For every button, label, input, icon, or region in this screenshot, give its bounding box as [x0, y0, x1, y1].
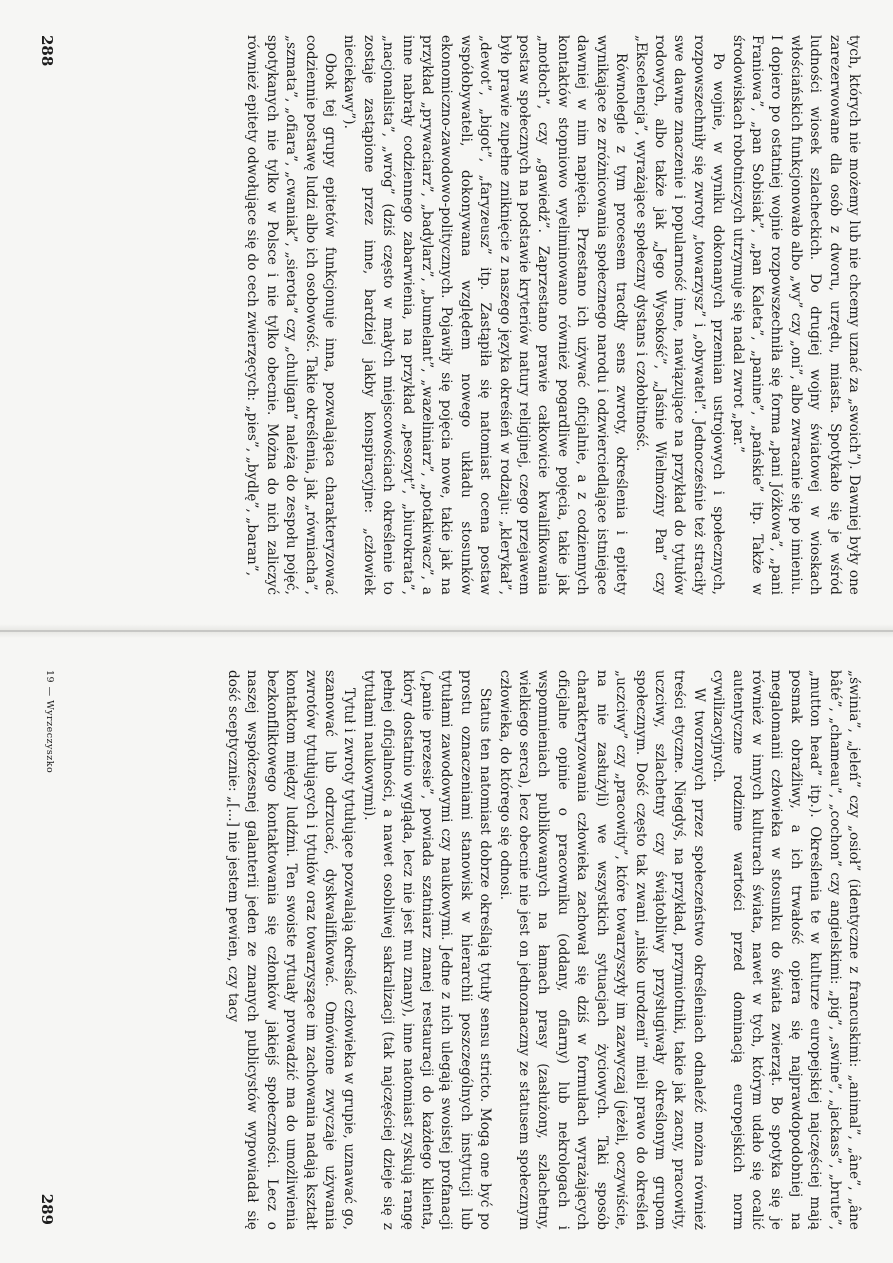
paragraph: Tytuł i zwroty tytułujące pozwalają określać człowieka w grupie, uznawać go, szanować lub odrzucać, dyskwalifikować. Omówione zwyczaje używania zwrotów tytułujących i tytułów oraz towarzyszące im zachowania nadają kształt kontaktom między ludźmi. Ten swoiste rytuały prowadzić ma do umożliwienia bezkonfliktowego kontaktowania się członków jakiejś społeczności. Lecz o naszej współczesnej galanterii jeden ze znanych publicystów wypowiadał się dość sceptycznie: „[...] nie jestem pewien, czy tacy — [225, 670, 358, 1230]
paragraph: Status ten natomiast dobrze określają tytuły sensu stricto. Mogą one być po prostu oznaczeniami stanowisk w hierarchii poszczególnych instytucji lub tytułami zawodowymi czy naukowymi. Jedne z nich ulegają swoistej profanacji („panie prezesie”, powiada szatniarz znanej restauracji do każdego klienta, który dostatnio wygląda, lecz nie jest mu znany), inne natomiast zyskują rangę pełnej oficjalności, a nawet osobliwej sakralizacji (tak najczęściej dzieje się z tytułami naukowymi). — [360, 670, 494, 1230]
paragraph: „świnia”, „jeleń” czy „osioł” (identyczne z francuskimi: „animal”, „âne”, „âne bâté”, „chameau”, „cochon” czy angielskimi: „pig”, „swine”, „jackass”, „brute”, „mutton head” itp.). Określenia te w kulturze europejskiej najczęściej mają posmak obraźliwy, a ich trwałość opiera się najprawdopodobniej na megalomanii człowieka w stosunku do świata zwierząt. Bo spotyka się je również w innych kulturach świata, nawet w tych, którym udało się ocalić autentyczne rodzime wartości przed dominacją europejskich norm cywilizacyjnych. — [710, 670, 862, 1230]
page-number: 288 — [38, 35, 56, 67]
paragraph: W tworzonych przez społeczeństwo określeniach odnaleźć można również treści etyczne. Niegdyś, na przykład, przymiotniki, takie jak zacny, pracowity, uczciwy, szlachetny czy świątobliwy przysługiwały określonym grupom społecznym. Dość często tak zwani „nisko urodzeni” mieli prawo do określeń „uczciwy” czy „pracowity”, które towarzyszyły im zazwyczaj (jeżeli, oczywiście, na nie zasłużyli) we wszystkich sytuacjach życiowych. Taki sposób charakteryzowania człowieka zachował się dziś w formułach wyrażających oficjalne opinie o pracowniku (oddany, ofiarny) lub nekrologach i wspomnieniach publikowanych na łamach prasy (zasłużony, szlachetny, wielkiego serca), lecz obecnie nie jest on jednoznaczny ze statusem społecznym człowieka, do którego się odnosi. — [496, 670, 707, 1230]
paragraph: tych, których nie możemy lub nie chcemy uznać za „swoich”). Dawniej były one zarezerwowane dla osób z dworu, urzędu, miasta. Spotykało się je wśród ludności wiosek szlacheckich. Do drugiej wojny światowej w wioskach włościańskich funkcjonowało albo „wy” czy „oni”, albo zwracanie się po imieniu. I dopiero po ostatniej wojnie rozpowszechniła się forma „pani Jóżkowa”, „pani Franiowa”, „pan Sobisiak”, „pan Kaleta”, „panine”, „pańskie” itp. Także w środowiskach robotniczych utrzymuje się nadal zwrot „par.” — [729, 35, 862, 595]
left-page-text — [103, 35, 863, 595]
left-page — [0, 0, 893, 631]
paragraph: Po wojnie, w wyniku dokonanych przemian ustrojowych i społecznych, rozpowszechniły się zwroty „towarzysz” i „obywatel”. Jednocześnie też straciły swe dawne znaczenie i popularność inne, nawiązujące na przykład do tytułów rodowych, albo także jak „Jego Wysokość”, „Jaśnie Wielmożny Pan” czy „Ekscelencja”, wyrażające społeczny dystans i czołobitność. — [632, 35, 727, 595]
paragraph: Równolegle z tym procesem tracdły sens zwroty, określenia i epitety wynikające ze zróżnicowania społecznego narodu i odzwierciedlające istniejące dawniej w nim napięcia. Przestano ich używać oficjalnie, a z codziennych kontaktów stopniowo wyeliminowano również pogardliwe pojęcia, takie jak „motłoch”, czy „gawiedź”. Zaprzestano prawie całkowicie kwalifikowania postaw społecznych na podstawie kryteriów natury religijnej, czego przejawem było prawie zupełne zniknięcie z naszego języka okreśień w rodzaju: „klerykał”, „dewot”, „bigot”, „faryzeusz” itp. Zastąpiła się natomiast ocena postaw współobywateli, dokonywana względem nowego układu stosunków ekonomiczno-zawodowo-politycznych. Pojawiły się pojęcia nowe, takie jak na przykład „prywaciarz”, „badylarz”, „bumelant”, „wazeliniarz”, „potakiwacz”, a inne nabrały codziennego zabarwienia, na przykład „pesozyt”, „biurokrata”, „nacjonalista”, „wróg” (dziś często w małych miejscowościach określenie to zostaje zastąpione przez inne, bardziej jakby konspiracyjne: „człowiek nieciekawy”). — [341, 35, 630, 595]
right-page-text — [103, 670, 863, 1230]
signature-note: 19 — Wyrzeczyszko — [44, 670, 55, 774]
page-number: 289 — [38, 1193, 56, 1225]
paragraph: Obok tej grupy epitetów funkcjonuje inna, pozwalająca charakteryzować codziennie postawę ludzi albo ich osobowość. Takie określenia, jak „równiacha”, „szmata”, „ofiara”, „cwaniak”, „sierota” czy „chuligan” należą do zespołu pojęć, spotykanych nie tylko w Polsce i nie tylko obecnie. Można do nich zaliczyć również epitety odwołujące się do cech zwierzęcych: „pies”, „bydlę”, „baran”, — [244, 35, 339, 595]
right-page — [0, 632, 893, 1263]
